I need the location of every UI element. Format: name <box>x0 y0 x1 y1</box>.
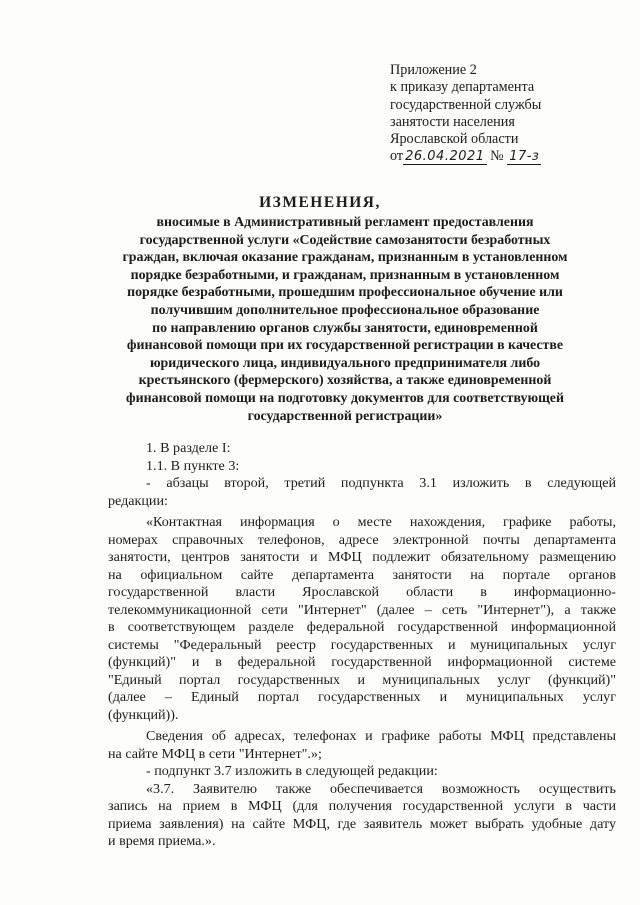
quote-line: (функций)" и в федеральной государственной информационной системе <box>108 654 616 670</box>
subtitle-line: юридического лица, индивидуального предпринимателя либо <box>149 355 541 371</box>
quote-line: в соответствующем разделе федеральной государственной информационной <box>108 619 616 635</box>
subtitle-line: финансовой помощи на подготовку документов для соответствующей <box>126 390 564 406</box>
instruction-line: редакции: <box>108 492 168 509</box>
quote-line: на официальном сайте департамента занятости на портале органов <box>108 566 616 583</box>
document-subtitle <box>95 214 595 425</box>
instruction-line: - подпункт 3.7 изложить в следующей редакции: <box>146 763 438 779</box>
subtitle-line: получившим дополнительное профессиональное образование <box>150 302 540 318</box>
document-body <box>108 440 616 851</box>
date-prefix: от <box>390 148 404 165</box>
quote-line: (далее – Единый портал государственных и муниципальных услуг <box>108 689 616 705</box>
quote-line: Сведения об адресах, телефонах и графике работы МФЦ представлены <box>146 728 616 744</box>
quote-line: телекоммуникационной сети "Интернет" (далее – сеть "Интернет"), а также <box>108 601 616 618</box>
subtitle-line: порядке безработными, и гражданам, признанным в установленном <box>130 267 560 283</box>
appendix-block <box>390 62 620 166</box>
appendix-line: к приказу департамента <box>390 79 535 96</box>
quote-line: (функций)). <box>108 706 179 723</box>
handwritten-date: 26.04.2021 <box>405 149 485 165</box>
appendix-line: Ярославской области <box>390 131 519 148</box>
subtitle-line: по направлению органов службы занятости, единовременной <box>152 320 538 336</box>
quote-line: "Единый портал государственных и муниципальных услуг (функций)" <box>108 671 616 688</box>
subtitle-line: вносимые в Административный регламент предоставления <box>156 215 534 230</box>
quote-line: на сайте МФЦ в сети "Интернет".»; <box>108 745 322 762</box>
subtitle-line: граждан, включая оказание гражданам, признанным в установленном <box>122 250 568 266</box>
quote-line: «3.7. Заявителю также обеспечивается возможность осуществить <box>146 780 616 797</box>
quote-line: системы "Федеральный реестр государственных и муниципальных услуг <box>108 636 616 653</box>
quote-line: приема заявления) на сайте МФЦ, где заявитель может выбрать удобные дату <box>108 815 616 832</box>
subtitle-line: государственной регистрации» <box>247 408 443 424</box>
quote-line: «Контактная информация о месте нахождения, графике работы, <box>146 514 616 530</box>
appendix-line: государственной службы <box>390 96 542 113</box>
subtitle-line: порядке безработными, прошедшим профессиональное обучение или <box>127 285 563 301</box>
section-item: 1.1. В пункте 3: <box>146 457 240 474</box>
appendix-line: занятости населения <box>390 113 515 130</box>
subtitle-line: крестьянского (фермерского) хозяйства, а также единовременной <box>138 373 552 389</box>
document-title: ИЗМЕНЕНИЯ, <box>259 194 381 211</box>
subtitle-line: государственной услуги «Содействие самозанятости безработных <box>139 232 551 248</box>
quote-line: запись на прием в МФЦ (для получения государственной услуги в части <box>108 798 616 814</box>
appendix-line: Приложение 2 <box>390 62 477 78</box>
subtitle-line: финансовой помощи при их государственной регистрации в качестве <box>126 338 564 354</box>
quote-line: и время приема.». <box>108 833 216 849</box>
appendix-date-line <box>390 148 620 165</box>
section-item: 1. В разделе I: <box>146 440 231 456</box>
quote-line: занятости, центров занятости и МФЦ подлежит обязательному размещению <box>108 549 616 565</box>
instruction-line: - абзацы второй, третий подпункта 3.1 изложить в следующей <box>146 475 616 491</box>
quote-line: государственной власти Ярославской области в информационно- <box>108 584 616 600</box>
handwritten-number: 17-з <box>509 149 540 165</box>
quote-line: номерах справочных телефонов, адресе электронной почты департамента <box>108 531 616 548</box>
number-prefix: № <box>490 148 504 165</box>
